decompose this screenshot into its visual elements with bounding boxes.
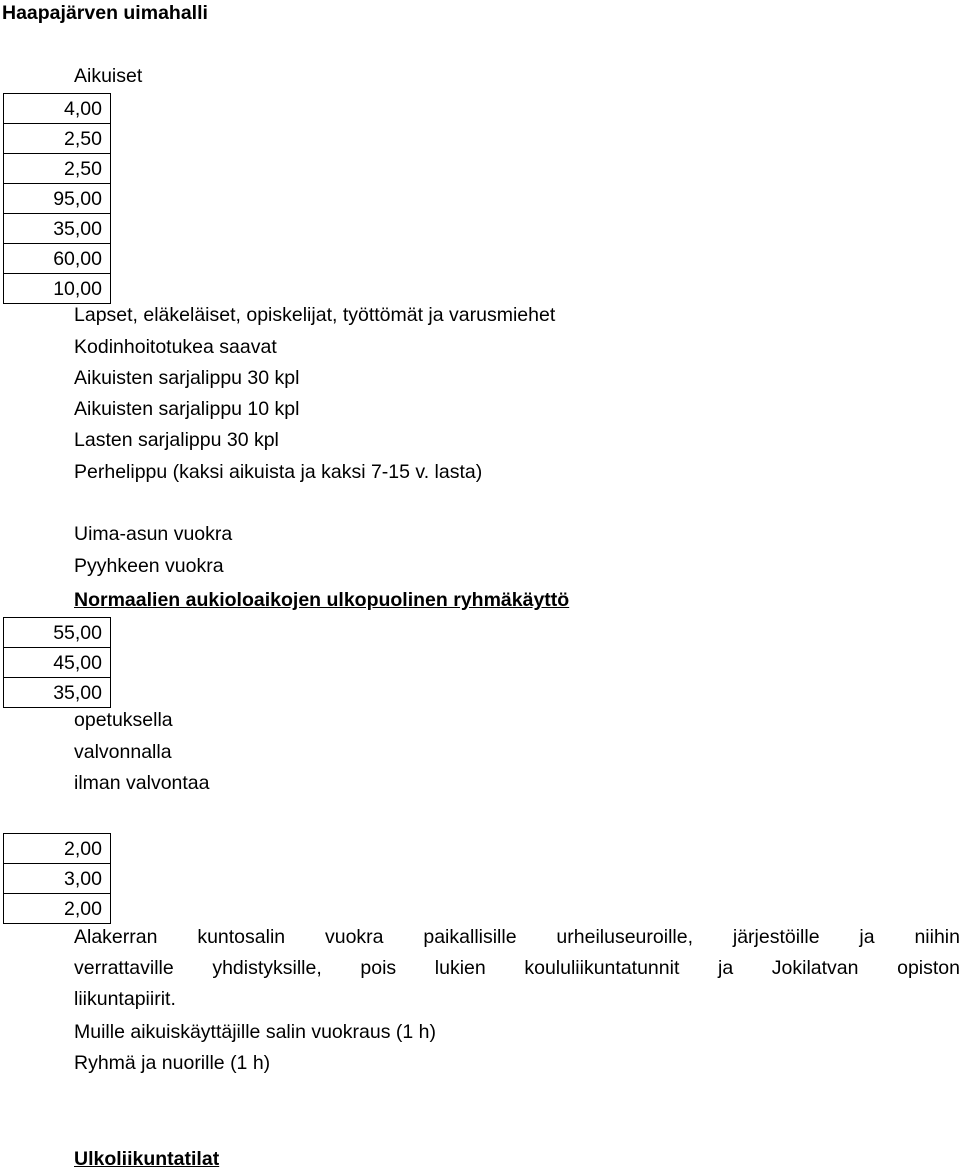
paragraph-line: liikuntapiirit. (74, 988, 176, 1010)
section-heading-outdoor: Ulkoliikuntatilat (74, 1148, 220, 1170)
price-cell: 2,00 (3, 893, 111, 924)
price-label: Aikuisten sarjalippu 10 kpl (74, 398, 300, 420)
price-cell: 95,00 (3, 183, 111, 213)
price-label: Perhelippu (kaksi aikuista ja kaksi 7-15 v. lasta) (74, 461, 483, 483)
price-cell: 4,00 (3, 93, 111, 123)
price-label: Pyyhkeen vuokra (74, 555, 224, 577)
price-label: Lapset, eläkeläiset, opiskelijat, työttömät ja varusmiehet (74, 304, 556, 326)
price-label: Muille aikuiskäyttäjille salin vuokraus (1 h) (74, 1021, 436, 1043)
price-label: Aikuisten sarjalippu 30 kpl (74, 367, 300, 389)
price-cell: 2,50 (3, 153, 111, 183)
paragraph-line: Alakerran kuntosalin vuokra paikallisille urheiluseuroille, järjestöille ja niihin (74, 926, 960, 948)
price-cell: 45,00 (3, 647, 111, 677)
price-cell: 55,00 (3, 617, 111, 647)
price-cell: 2,00 (3, 833, 111, 863)
group1-header: Aikuiset (74, 65, 143, 87)
price-cell: 60,00 (3, 243, 111, 273)
price-cell: 2,50 (3, 123, 111, 153)
price-label: ilman valvontaa (74, 772, 210, 794)
price-label: opetuksella (74, 709, 173, 731)
price-label: valvonnalla (74, 741, 172, 763)
gym-rental-paragraph (74, 922, 960, 1015)
section-heading-group-use: Normaalien aukioloaikojen ulkopuolinen ryhmäkäyttö (74, 589, 570, 611)
price-label: Uima-asun vuokra (74, 523, 233, 545)
paragraph-line: verrattaville yhdistyksille, pois lukien koululiikuntatunnit ja Jokilatvan opiston (74, 957, 960, 979)
price-cell: 10,00 (3, 273, 111, 304)
price-label: Ryhmä ja nuorille (1 h) (74, 1052, 271, 1074)
price-label: Lasten sarjalippu 30 kpl (74, 429, 279, 451)
price-cell: 35,00 (3, 213, 111, 243)
price-cell: 3,00 (3, 863, 111, 893)
price-label: Kodinhoitotukea saavat (74, 336, 277, 358)
price-cell: 35,00 (3, 677, 111, 708)
page-title: Haapajärven uimahalli (2, 2, 208, 24)
